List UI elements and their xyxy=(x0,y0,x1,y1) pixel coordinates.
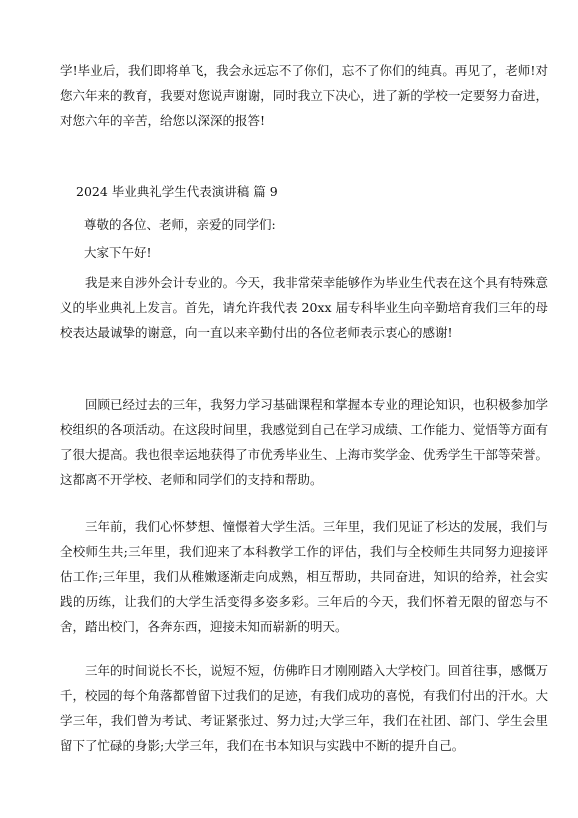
section-title: 2024 毕业典礼学生代表演讲稿 篇 9 xyxy=(76,184,278,199)
salutation: 尊敬的各位、老师，亲爱的同学们: xyxy=(84,217,276,232)
greeting: 大家下午好! xyxy=(84,245,152,260)
intro-paragraph: 学!毕业后，我们即将单飞，我会永远忘不了你们，忘不了你们的纯真。再见了，老师!对您六年来的教育，我要对您说声谢谢，同时我立下决心，进了新的学校一定要努力奋进，对您六年的辛苦，给您以深深的报答! xyxy=(60,63,548,128)
body-paragraph-1: 我是来自涉外会计专业的。今天，我非常荣幸能够作为毕业生代表在这个具有特殊意义的毕业典礼上发言。首先，请允许我代表 20xx 届专科毕业生向辛勤培育我们三年的母校表达最诚挚的谢意，向一直以来辛勤付出的各位老师表示衷心的感谢! xyxy=(60,275,548,340)
body-paragraph-4: 三年的时间说长不长，说短不短，仿佛昨日才刚刚踏入大学校门。回首往事，感慨万千，校园的每个角落都曾留下过我们的足迹，有我们成功的喜悦，有我们付出的汗水。大学三年，我们曾为考试、考证紧张过、努力过;大学三年，我们在社团、部门、学生会里留下了忙碌的身影;大学三年，我们在书本知识与实践中不断的提升自己。 xyxy=(60,663,548,753)
body-paragraph-2: 回顾已经过去的三年，我努力学习基础课程和掌握本专业的理论知识，也积极参加学校组织的各项活动。在这段时间里，我感觉到自己在学习成绩、工作能力、觉悟等方面有了很大提高。我也很幸运地获得了市优秀毕业生、上海市奖学金、优秀学生干部等荣誉。这都离不开学校、老师和同学们的支持和帮助。 xyxy=(60,397,548,487)
body-paragraph-3: 三年前，我们心怀梦想、憧憬着大学生活。三年里，我们见证了杉达的发展，我们与全校师生共;三年里，我们迎来了本科教学工作的评估，我们与全校师生共同努力迎接评估工作;三年里，我们从稚嫩逐渐走向成熟，相互帮助，共同奋进，知识的给养，社会实践的历练，让我们的大学生活变得多姿多彩。三年后的今天，我们怀着无限的留恋与不舍，踏出校门，各奔东西，迎接未知而崭新的明天。 xyxy=(60,519,548,634)
